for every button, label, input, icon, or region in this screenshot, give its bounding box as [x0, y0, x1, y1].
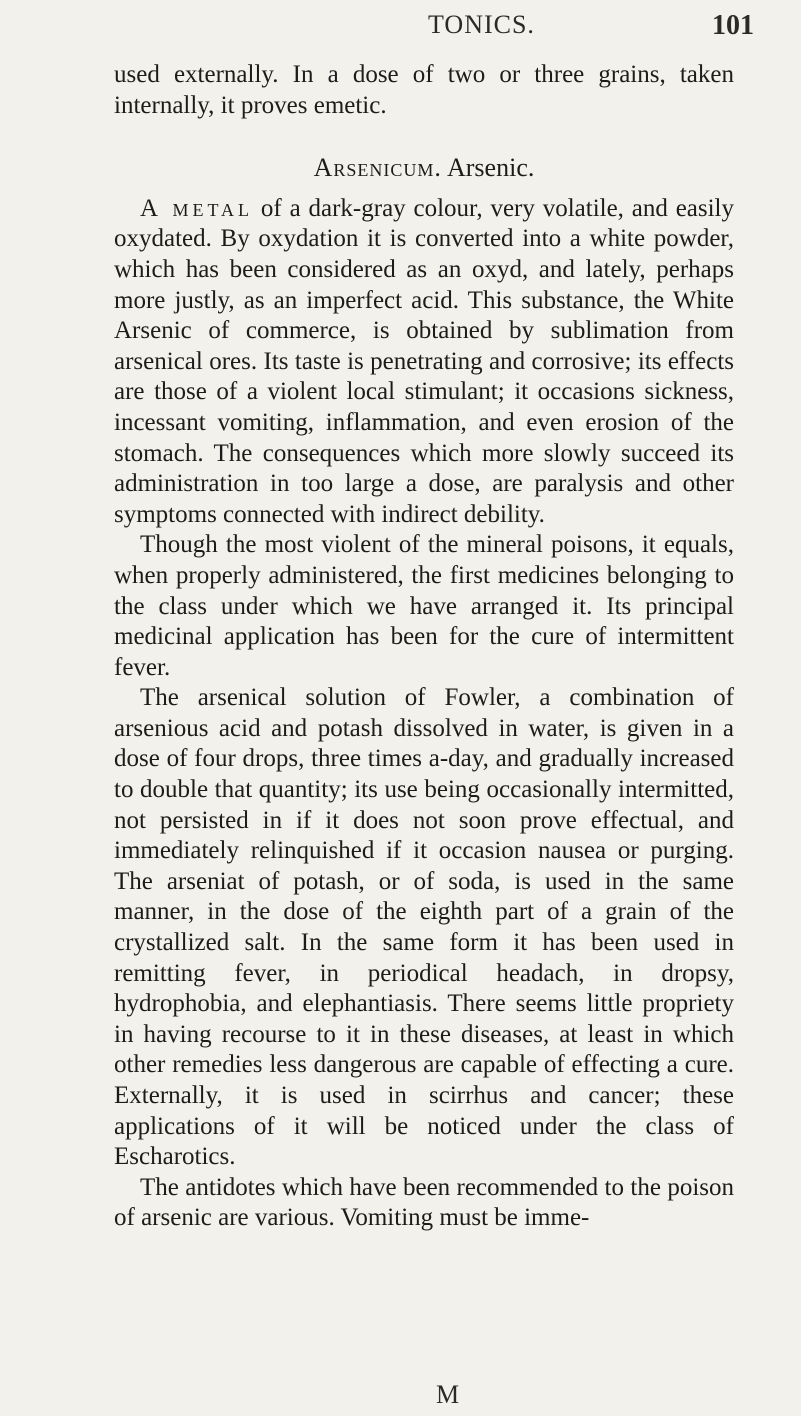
page-number: 101 — [712, 10, 754, 41]
signature-mark: M — [436, 1380, 460, 1409]
paragraph-lead-word: A metal — [140, 194, 254, 222]
paragraph-description-text: of a dark-gray colour, very volatile, and easily oxydated. By oxydation it is converted into a white powder, which has been considered as an oxyd, and lately, perhaps more justly, as an imperfect acid. This substance, the White Arsenic of commerce, is obtained by sublimation from arsenical ores. Its taste is penetrating and corrosive; its effects are those of a violent local stimulant; it occasions sickness, incessant vomiting, inflammation, and even erosion of the stomach. The consequences which more slowly succeed its administration in too large a dose, are paralysis and other symptoms connected with indirect debility. — [114, 194, 735, 528]
paragraph-continuation: used externally. In a dose of two or three grains, taken internally, it proves emetic. — [114, 61, 734, 119]
paragraph-uses: Though the most violent of the mineral poisons, it equals, when properly administered, the first medicines belonging to the class under which we have arranged it. Its principal medicinal application has been for the cure of intermittent fever. — [114, 531, 734, 681]
paragraph-description — [114, 194, 734, 531]
heading-english: Arsenic. — [447, 153, 535, 183]
page-header — [0, 8, 801, 48]
paragraph-antidotes: The antidotes which have been recommended to the poison of arsenic are various. Vomiting must be imme- — [114, 1173, 734, 1232]
heading-latin: Arsenicum. — [313, 153, 442, 183]
section-heading — [114, 153, 734, 184]
paragraph-fowler-solution: The arsenical solution of Fowler, a combination of arsenious acid and potash dissolved in water, is given in a dose of four drops, three times a-day, and gradually increased to double that quantity; its use being occasionally intermitted, not persisted in if it does not soon prove effectual, and immediately relinquished if it occasion nausea or purging. The arseniat of potash, or of soda, is used in the same manner, in the dose of the eighth part of a grain of the crystallized salt. In the same form it has been used in remitting fever, in periodical headach, in dropsy, hydrophobia, and elephantiasis. There seems little propriety in having recourse to it in these diseases, at least in which other remedies less dangerous are capable of effecting a cure. Externally, it is used in scirrhus and cancer; these applications of it will be noticed under the class of Escharotics. — [114, 684, 734, 1171]
running-title: TONICS. — [428, 10, 535, 39]
body-text — [114, 60, 734, 1234]
